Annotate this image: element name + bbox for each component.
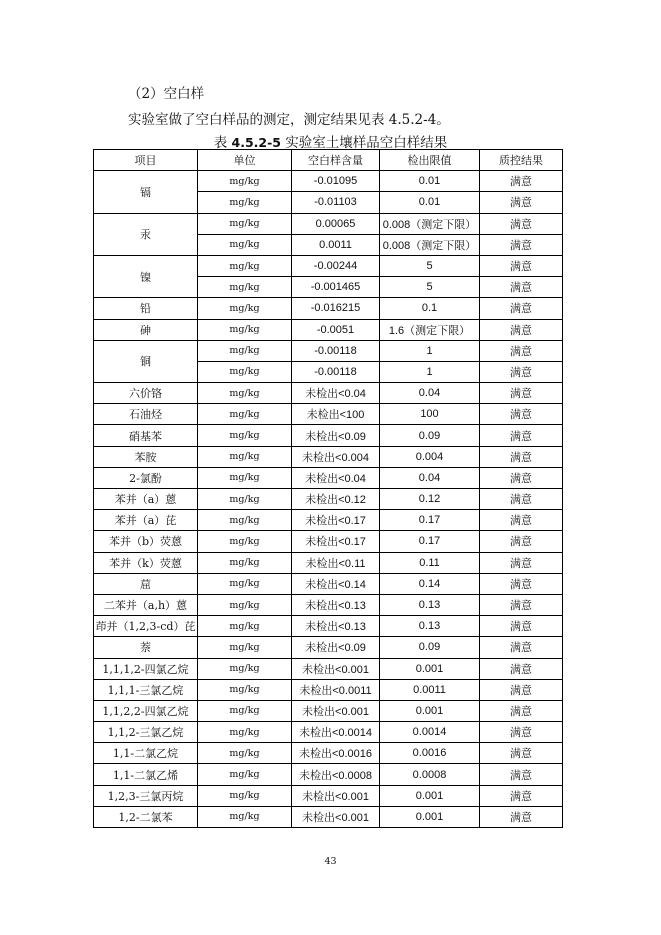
cell-item: 䓛 — [94, 573, 198, 594]
cell-qc-result: 满意 — [480, 383, 563, 404]
table-row — [94, 573, 563, 594]
table-row — [94, 255, 563, 276]
section-heading: （2）空白样 — [128, 86, 205, 102]
table-header-row — [94, 150, 563, 171]
cell-blank-content: 未检出<0.0008 — [292, 764, 380, 785]
cell-qc-result: 满意 — [480, 594, 563, 615]
cell-unit: mg/kg — [198, 679, 292, 700]
cell-detection-limit: 0.0016 — [380, 743, 480, 764]
cell-item: 1,1-二氯乙烯 — [94, 764, 198, 785]
header-unit: 单位 — [198, 150, 292, 171]
cell-item: 铜 — [94, 340, 198, 382]
cell-unit: mg/kg — [198, 255, 292, 276]
table-caption — [0, 131, 661, 151]
table-row — [94, 213, 563, 234]
cell-unit: mg/kg — [198, 319, 292, 340]
cell-detection-limit: 0.04 — [380, 383, 480, 404]
cell-qc-result: 满意 — [480, 298, 563, 319]
cell-qc-result: 满意 — [480, 171, 563, 192]
table-row — [94, 658, 563, 679]
cell-unit: mg/kg — [198, 489, 292, 510]
cell-qc-result: 满意 — [480, 573, 563, 594]
cell-item: 1,1,2-三氯乙烷 — [94, 722, 198, 743]
cell-item: 砷 — [94, 319, 198, 340]
cell-detection-limit: 1 — [380, 340, 480, 361]
table-row — [94, 531, 563, 552]
cell-blank-content: 未检出<0.001 — [292, 785, 380, 806]
cell-unit: mg/kg — [198, 192, 292, 213]
cell-blank-content: 未检出<0.09 — [292, 637, 380, 658]
cell-item: 茚并（1,2,3-cd）芘 — [94, 616, 198, 637]
cell-item: 苯并（b）荧蒽 — [94, 531, 198, 552]
header-detection-limit: 检出限值 — [380, 150, 480, 171]
cell-blank-content: 未检出<0.0014 — [292, 722, 380, 743]
cell-item: 苯并（a）芘 — [94, 510, 198, 531]
cell-qc-result: 满意 — [480, 552, 563, 573]
cell-unit: mg/kg — [198, 298, 292, 319]
cell-item: 二苯并（a,h）蒽 — [94, 594, 198, 615]
table-row — [94, 764, 563, 785]
cell-item: 铅 — [94, 298, 198, 319]
cell-item: 1,1,1,2-四氯乙烷 — [94, 658, 198, 679]
cell-qc-result: 满意 — [480, 637, 563, 658]
cell-unit: mg/kg — [198, 340, 292, 361]
cell-detection-limit: 0.04 — [380, 467, 480, 488]
cell-unit: mg/kg — [198, 404, 292, 425]
caption-number: 4.5.2-5 — [231, 135, 281, 150]
cell-blank-content: 0.0011 — [292, 234, 380, 255]
cell-unit: mg/kg — [198, 722, 292, 743]
table-row — [94, 298, 563, 319]
cell-qc-result: 满意 — [480, 234, 563, 255]
cell-blank-content: 未检出<0.004 — [292, 446, 380, 467]
cell-blank-content: -0.0051 — [292, 319, 380, 340]
table-row — [94, 700, 563, 721]
cell-blank-content: 未检出<0.0011 — [292, 679, 380, 700]
table-row — [94, 340, 563, 361]
cell-qc-result: 满意 — [480, 616, 563, 637]
cell-blank-content: 未检出<0.13 — [292, 594, 380, 615]
intro-paragraph: 实验室做了空白样品的测定，测定结果见表 4.5.2-4。 — [128, 112, 450, 128]
cell-blank-content: 未检出<0.001 — [292, 700, 380, 721]
cell-item: 镍 — [94, 255, 198, 297]
cell-unit: mg/kg — [198, 743, 292, 764]
cell-detection-limit: 0.008（测定下限） — [380, 213, 480, 234]
header-blank-content: 空白样含量 — [292, 150, 380, 171]
caption-title: 实验室土壤样品空白样结果 — [280, 135, 448, 151]
cell-unit: mg/kg — [198, 383, 292, 404]
cell-detection-limit: 0.1 — [380, 298, 480, 319]
cell-unit: mg/kg — [198, 806, 292, 827]
cell-detection-limit: 1.6（测定下限） — [380, 319, 480, 340]
table-row — [94, 637, 563, 658]
cell-blank-content: 未检出<0.09 — [292, 425, 380, 446]
table-body — [94, 171, 563, 828]
cell-detection-limit: 0.001 — [380, 785, 480, 806]
cell-blank-content: -0.01095 — [292, 171, 380, 192]
cell-blank-content: -0.00244 — [292, 255, 380, 276]
cell-qc-result: 满意 — [480, 446, 563, 467]
table-row — [94, 785, 563, 806]
cell-blank-content: 未检出<0.17 — [292, 531, 380, 552]
cell-detection-limit: 0.0011 — [380, 679, 480, 700]
cell-item: 苯胺 — [94, 446, 198, 467]
cell-detection-limit: 0.13 — [380, 594, 480, 615]
table-row — [94, 319, 563, 340]
cell-item: 萘 — [94, 637, 198, 658]
cell-qc-result: 满意 — [480, 743, 563, 764]
cell-blank-content: 未检出<0.17 — [292, 510, 380, 531]
table-row — [94, 383, 563, 404]
cell-qc-result: 满意 — [480, 404, 563, 425]
table-row — [94, 404, 563, 425]
table-row — [94, 743, 563, 764]
cell-item: 2-氯酚 — [94, 467, 198, 488]
table-row — [94, 616, 563, 637]
cell-blank-content: -0.001465 — [292, 277, 380, 298]
cell-qc-result: 满意 — [480, 679, 563, 700]
cell-detection-limit: 0.17 — [380, 531, 480, 552]
table-row — [94, 425, 563, 446]
cell-item: 六价铬 — [94, 383, 198, 404]
cell-blank-content: 未检出<0.13 — [292, 616, 380, 637]
table-row — [94, 552, 563, 573]
cell-qc-result: 满意 — [480, 700, 563, 721]
cell-detection-limit: 0.01 — [380, 171, 480, 192]
table-row — [94, 446, 563, 467]
cell-detection-limit: 0.11 — [380, 552, 480, 573]
cell-unit: mg/kg — [198, 467, 292, 488]
cell-item: 1,1,1-三氯乙烷 — [94, 679, 198, 700]
cell-unit: mg/kg — [198, 616, 292, 637]
cell-item: 镉 — [94, 171, 198, 213]
cell-unit: mg/kg — [198, 213, 292, 234]
cell-qc-result: 满意 — [480, 806, 563, 827]
cell-blank-content: -0.01103 — [292, 192, 380, 213]
cell-blank-content: 未检出<0.0016 — [292, 743, 380, 764]
cell-blank-content: 未检出<0.14 — [292, 573, 380, 594]
cell-unit: mg/kg — [198, 277, 292, 298]
cell-item: 汞 — [94, 213, 198, 255]
cell-qc-result: 满意 — [480, 192, 563, 213]
cell-unit: mg/kg — [198, 552, 292, 573]
cell-item: 1,2,3-三氯丙烷 — [94, 785, 198, 806]
cell-item: 苯并（k）荧蒽 — [94, 552, 198, 573]
cell-qc-result: 满意 — [480, 489, 563, 510]
cell-qc-result: 满意 — [480, 277, 563, 298]
cell-qc-result: 满意 — [480, 213, 563, 234]
table-row — [94, 467, 563, 488]
cell-detection-limit: 1 — [380, 361, 480, 382]
cell-qc-result: 满意 — [480, 510, 563, 531]
cell-qc-result: 满意 — [480, 531, 563, 552]
cell-item: 石油烃 — [94, 404, 198, 425]
cell-unit: mg/kg — [198, 594, 292, 615]
cell-qc-result: 满意 — [480, 255, 563, 276]
cell-detection-limit: 5 — [380, 255, 480, 276]
cell-unit: mg/kg — [198, 171, 292, 192]
cell-unit: mg/kg — [198, 573, 292, 594]
cell-blank-content: 未检出<100 — [292, 404, 380, 425]
cell-blank-content: 0.00065 — [292, 213, 380, 234]
cell-unit: mg/kg — [198, 446, 292, 467]
cell-qc-result: 满意 — [480, 425, 563, 446]
cell-blank-content: -0.00118 — [292, 340, 380, 361]
cell-unit: mg/kg — [198, 510, 292, 531]
cell-unit: mg/kg — [198, 234, 292, 255]
cell-unit: mg/kg — [198, 658, 292, 679]
cell-item: 硝基苯 — [94, 425, 198, 446]
blank-sample-table — [93, 149, 563, 828]
cell-detection-limit: 0.0008 — [380, 764, 480, 785]
cell-detection-limit: 0.001 — [380, 806, 480, 827]
cell-qc-result: 满意 — [480, 340, 563, 361]
cell-detection-limit: 5 — [380, 277, 480, 298]
table-row — [94, 806, 563, 827]
cell-detection-limit: 0.09 — [380, 637, 480, 658]
cell-qc-result: 满意 — [480, 319, 563, 340]
cell-blank-content: 未检出<0.11 — [292, 552, 380, 573]
cell-detection-limit: 100 — [380, 404, 480, 425]
page-number: 43 — [324, 856, 337, 867]
cell-detection-limit: 0.001 — [380, 700, 480, 721]
cell-detection-limit: 0.13 — [380, 616, 480, 637]
cell-blank-content: -0.016215 — [292, 298, 380, 319]
table-row — [94, 510, 563, 531]
cell-unit: mg/kg — [198, 425, 292, 446]
table-row — [94, 679, 563, 700]
cell-blank-content: 未检出<0.12 — [292, 489, 380, 510]
cell-unit: mg/kg — [198, 361, 292, 382]
cell-detection-limit: 0.004 — [380, 446, 480, 467]
cell-unit: mg/kg — [198, 637, 292, 658]
cell-qc-result: 满意 — [480, 764, 563, 785]
table-row — [94, 722, 563, 743]
cell-detection-limit: 0.008（测定下限） — [380, 234, 480, 255]
cell-detection-limit: 0.0014 — [380, 722, 480, 743]
cell-unit: mg/kg — [198, 785, 292, 806]
caption-prefix: 表 — [213, 135, 232, 151]
cell-qc-result: 满意 — [480, 785, 563, 806]
cell-item: 1,1,2,2-四氯乙烷 — [94, 700, 198, 721]
cell-blank-content: 未检出<0.001 — [292, 658, 380, 679]
cell-qc-result: 满意 — [480, 361, 563, 382]
cell-detection-limit: 0.14 — [380, 573, 480, 594]
cell-blank-content: 未检出<0.04 — [292, 467, 380, 488]
cell-unit: mg/kg — [198, 700, 292, 721]
header-qc-result: 质控结果 — [480, 150, 563, 171]
cell-blank-content: -0.00118 — [292, 361, 380, 382]
cell-detection-limit: 0.09 — [380, 425, 480, 446]
cell-unit: mg/kg — [198, 531, 292, 552]
cell-qc-result: 满意 — [480, 467, 563, 488]
table-row — [94, 594, 563, 615]
cell-detection-limit: 0.12 — [380, 489, 480, 510]
cell-qc-result: 满意 — [480, 658, 563, 679]
cell-item: 1,2-二氯苯 — [94, 806, 198, 827]
cell-detection-limit: 0.001 — [380, 658, 480, 679]
table-row — [94, 171, 563, 192]
cell-qc-result: 满意 — [480, 722, 563, 743]
cell-detection-limit: 0.17 — [380, 510, 480, 531]
cell-blank-content: 未检出<0.001 — [292, 806, 380, 827]
table-row — [94, 489, 563, 510]
cell-item: 苯并（a）蒽 — [94, 489, 198, 510]
cell-item: 1,1-二氯乙烷 — [94, 743, 198, 764]
cell-unit: mg/kg — [198, 764, 292, 785]
cell-blank-content: 未检出<0.04 — [292, 383, 380, 404]
cell-detection-limit: 0.01 — [380, 192, 480, 213]
header-item: 项目 — [94, 150, 198, 171]
